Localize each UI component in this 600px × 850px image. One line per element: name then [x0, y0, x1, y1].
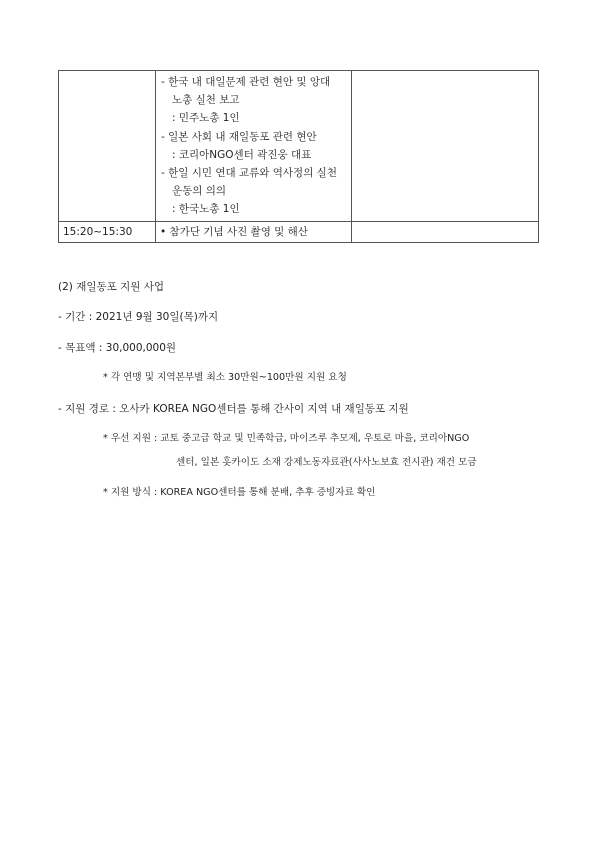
table-row: [59, 71, 539, 222]
goal-note: * 각 연맹 및 지역본부별 최소 30만원~100만원 지원 요청: [103, 372, 347, 383]
time-text: [59, 71, 155, 73]
content-cell: [156, 71, 352, 222]
agenda-item: - 한일 시민 연대 교류와 역사정의 실천: [161, 167, 337, 180]
note-cell: [352, 221, 539, 242]
goal-line: - 목표액 : 30,000,000원: [58, 342, 177, 354]
agenda-presenter: : 민주노총 1인: [172, 112, 240, 125]
content-cell: [156, 221, 352, 242]
method-line: * 지원 방식 : KOREA NGO센터를 통해 분배, 추후 증빙자료 확인: [103, 487, 376, 498]
time-cell: [59, 221, 156, 242]
agenda-presenter: : 한국노총 1인: [172, 203, 240, 216]
agenda-item-continued: 운동의 의의: [172, 185, 227, 198]
time-text: 15:20~15:30: [63, 225, 133, 238]
schedule-table: [58, 70, 539, 243]
note-cell: [352, 71, 539, 222]
route-line: - 지원 경로 : 오사카 KOREA NGO센터를 통해 간사이 지역 내 재일동포 지원: [58, 403, 409, 415]
agenda-item: - 한국 내 대일문제 관련 현안 및 앙대: [161, 76, 331, 88]
agenda-presenter: : 코리아NGO센터 곽진웅 대표: [172, 148, 312, 161]
table-row: [59, 221, 539, 242]
agenda-item: • 참가단 기념 사진 촬영 및 해산: [160, 225, 308, 238]
agenda-item: - 일본 사회 내 재일동포 관련 현안: [161, 130, 317, 143]
priority-line: * 우선 지원 : 교토 중고급 학교 및 민족학급, 마이즈루 추모제, 우토로 마을, 코리아NGO: [103, 433, 470, 444]
note-text: [352, 71, 538, 73]
note-text: [352, 222, 538, 224]
agenda-item-continued: 노총 실천 보고: [172, 94, 240, 107]
time-cell: [59, 71, 156, 222]
priority-line-continued: 센터, 일본 홋카이도 소재 강제노동자료관(사사노보효 전시관) 재건 모금: [176, 457, 477, 468]
period-line: - 기간 : 2021년 9월 30일(목)까지: [58, 311, 219, 323]
section-heading: (2) 재일동포 지원 사업: [58, 281, 165, 293]
